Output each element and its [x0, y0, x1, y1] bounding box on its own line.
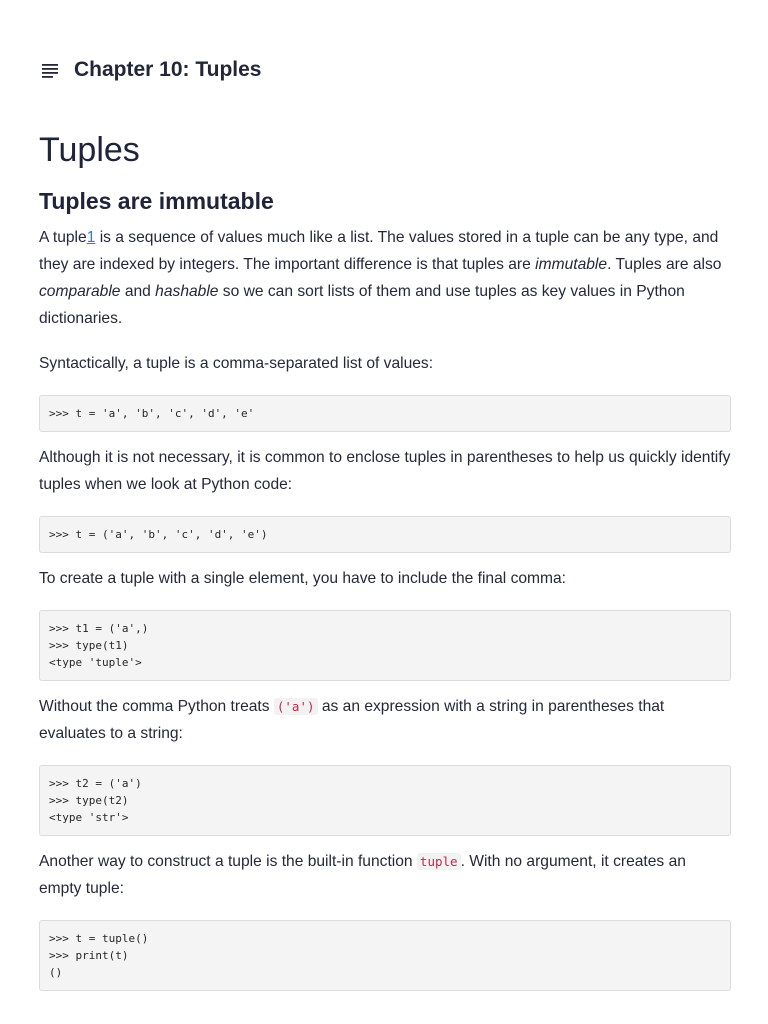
text-span: and — [120, 283, 156, 300]
code-block-5: >>> t = tuple() >>> print(t) () — [39, 920, 731, 991]
chapter-header — [40, 58, 261, 82]
text-span: so we can sort lists of them and use tuples as key values in Python dictionaries. — [39, 283, 685, 327]
text-span: Without the comma Python treats — [39, 698, 274, 715]
text-span: as an expression with a string in parentheses that evaluates to a string: — [39, 698, 665, 742]
paragraph-single-element: To create a tuple with a single element, you have to include the final comma: — [39, 570, 567, 587]
paragraph-syntax: Syntactically, a tuple is a comma-separated list of values: — [39, 355, 434, 372]
inline-code: ('a') — [274, 698, 318, 715]
emphasis-immutable: immutable — [535, 256, 608, 273]
paragraph-parentheses: Although it is not necessary, it is common to enclose tuples in parentheses to help us quickly identify tuples when we look at Python code: — [39, 449, 731, 493]
text-span: . With no argument, it creates an empty tuple: — [39, 853, 686, 897]
footnote-link[interactable]: 1 — [86, 229, 96, 246]
code-block-1: >>> t = 'a', 'b', 'c', 'd', 'e' — [39, 395, 731, 432]
emphasis-hashable: hashable — [155, 283, 219, 300]
chapter-title: Chapter 10: Tuples — [74, 58, 262, 81]
text-span: . Tuples are also — [607, 256, 722, 273]
hamburger-menu-icon[interactable] — [40, 61, 60, 79]
emphasis-comparable: comparable — [39, 283, 121, 300]
section-title: Tuples are immutable — [39, 188, 274, 214]
paragraph-tuple-function — [39, 848, 731, 902]
text-span: is a sequence of values much like a list. The values stored in a tuple can be any type, and they are indexed by integers. The important difference is that tuples are — [39, 229, 719, 273]
page-title: Tuples — [39, 131, 140, 169]
code-block-4: >>> t2 = ('a') >>> type(t2) <type 'str'> — [39, 765, 731, 836]
main-content — [39, 128, 731, 1003]
text-span: A tuple — [39, 229, 87, 246]
paragraph-without-comma — [39, 693, 731, 747]
code-block-3: >>> t1 = ('a',) >>> type(t1) <type 'tuple'> — [39, 610, 731, 681]
code-block-2: >>> t = ('a', 'b', 'c', 'd', 'e') — [39, 516, 731, 553]
paragraph-intro — [39, 224, 731, 332]
text-span: Another way to construct a tuple is the built-in function — [39, 853, 417, 870]
inline-code: tuple — [417, 853, 461, 870]
